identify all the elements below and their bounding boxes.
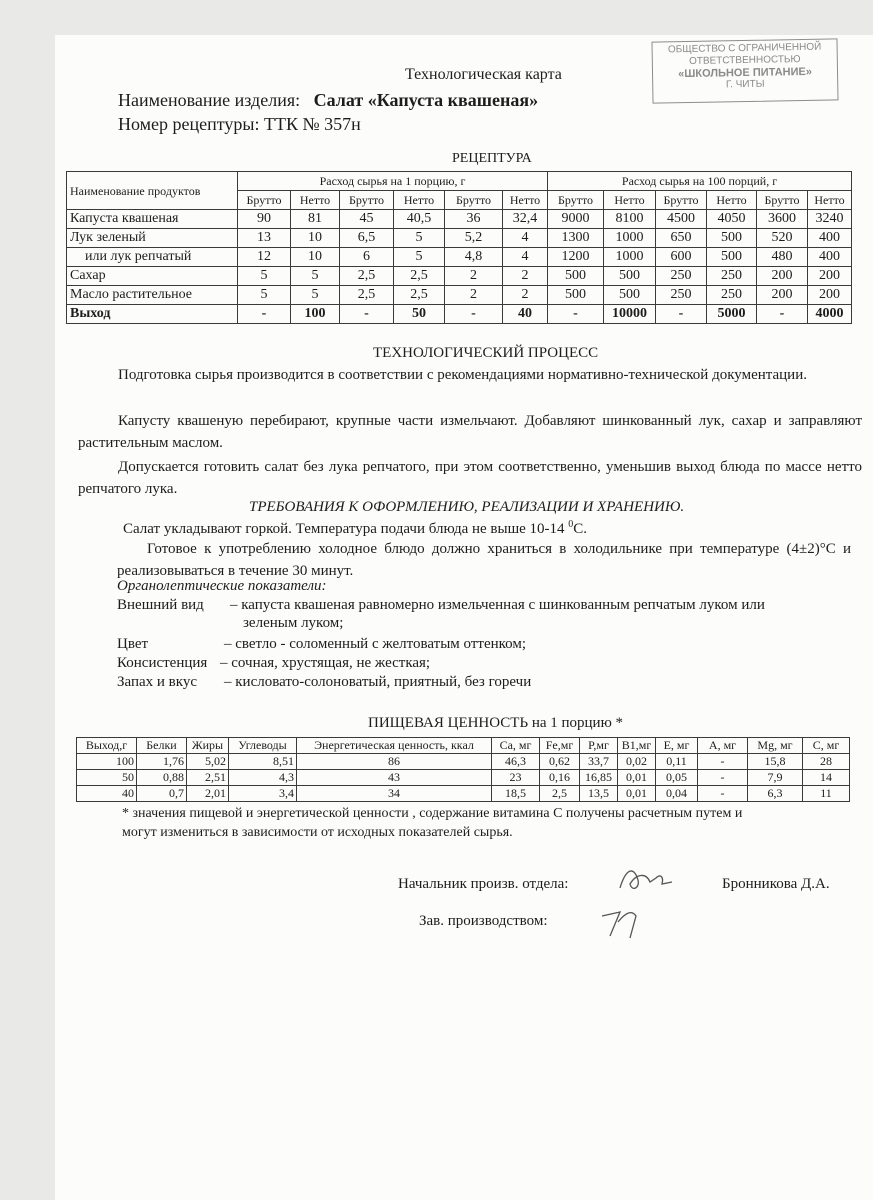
nutrition-value-cell: 0,62	[540, 754, 580, 770]
value-cell: 400	[808, 248, 852, 267]
nutrition-header-cell: Энергетическая ценность, ккал	[297, 738, 492, 754]
value-cell: 250	[656, 267, 707, 286]
serving-paragraph: Салат укладывают горкой. Температура подачи блюда не выше 10-14 $^0$С.	[123, 519, 588, 537]
nutrition-value-cell: -	[698, 770, 748, 786]
recipe-section-title: РЕЦЕПТУРА	[452, 151, 532, 166]
value-cell: 250	[707, 267, 757, 286]
manager-signature	[596, 902, 646, 942]
product-name: Салат «Капуста квашеная»	[313, 90, 539, 110]
organoleptic-smell-taste: Запах и вкус – кисловато-солоноватый, приятный, без горечи	[117, 674, 532, 690]
value-cell: 8100	[604, 210, 656, 229]
value-cell: 32,4	[503, 210, 548, 229]
nutrition-value-cell: 18,5	[492, 786, 540, 802]
table-row	[67, 286, 852, 305]
product-name-cell: Лук зеленый	[67, 229, 238, 248]
nutrition-value-cell: 11	[803, 786, 850, 802]
nutrition-value-cell: 23	[492, 770, 540, 786]
nutrition-table	[76, 737, 850, 802]
column-header-brutto: Брутто	[548, 191, 604, 210]
value-cell: 5	[394, 229, 445, 248]
value-cell: 40,5	[394, 210, 445, 229]
process-title: ТЕХНОЛОГИЧЕСКИЙ ПРОЦЕСС	[373, 345, 599, 361]
value-cell: 5,2	[445, 229, 503, 248]
recipe-number: Номер рецептуры: ТТК № 357н	[118, 114, 361, 134]
nutrition-value-cell: 7,9	[748, 770, 803, 786]
value-cell: 1000	[604, 248, 656, 267]
nutrition-value-cell: -	[698, 754, 748, 770]
footnote-line-2: могут измениться в зависимости от исходных показателей сырья.	[122, 825, 513, 840]
table-row	[67, 229, 852, 248]
value-cell: 2	[445, 286, 503, 305]
value-cell: -	[445, 305, 503, 324]
value-cell: -	[548, 305, 604, 324]
value-cell: 3600	[757, 210, 808, 229]
nutrition-value-cell: 0,05	[656, 770, 698, 786]
process-paragraph-3: Допускается готовить салат без лука репчатого, при этом соответственно, уменьшив выход блюда по массе нетто репчатого лука.	[78, 459, 862, 497]
column-header-netto: Нетто	[707, 191, 757, 210]
value-cell: 250	[707, 286, 757, 305]
value-cell: 200	[757, 286, 808, 305]
value-cell: 36	[445, 210, 503, 229]
nutrition-header-cell: Mg, мг	[748, 738, 803, 754]
value-cell: 4	[503, 248, 548, 267]
per-portion-header: Расход сырья на 1 порцию, г	[238, 172, 548, 191]
table-row	[67, 305, 852, 324]
nutrition-value-cell: 15,8	[748, 754, 803, 770]
table-row	[67, 210, 852, 229]
value-cell: 4,8	[445, 248, 503, 267]
value-cell: 100	[291, 305, 340, 324]
nutrition-value-cell: 13,5	[580, 786, 618, 802]
nutrition-value-cell: 0,11	[656, 754, 698, 770]
value-cell: 1300	[548, 229, 604, 248]
value-cell: 5	[394, 248, 445, 267]
nutrition-value-cell: 28	[803, 754, 850, 770]
nutrition-header-cell: Fe,мг	[540, 738, 580, 754]
nutrition-header-cell: P,мг	[580, 738, 618, 754]
nutrition-value-cell: 40	[77, 786, 137, 802]
table-row	[67, 248, 852, 267]
value-cell: 45	[340, 210, 394, 229]
value-cell: 2,5	[340, 267, 394, 286]
value-cell: 12	[238, 248, 291, 267]
value-cell: 2	[503, 267, 548, 286]
product-name-cell: Капуста квашеная	[67, 210, 238, 229]
column-header-netto: Нетто	[808, 191, 852, 210]
nutrition-value-cell: 2,51	[187, 770, 229, 786]
head-name: Бронникова Д.А.	[722, 876, 830, 892]
head-label: Начальник произв. отдела:	[398, 876, 569, 892]
value-cell: 9000	[548, 210, 604, 229]
value-cell: 5	[291, 267, 340, 286]
value-cell: 200	[808, 267, 852, 286]
value-cell: 40	[503, 305, 548, 324]
nutrition-value-cell: -	[698, 786, 748, 802]
value-cell: 5	[238, 286, 291, 305]
value-cell: 2,5	[394, 267, 445, 286]
value-cell: 4050	[707, 210, 757, 229]
value-cell: 2	[445, 267, 503, 286]
value-cell: 200	[808, 286, 852, 305]
value-cell: 13	[238, 229, 291, 248]
column-header-brutto: Брутто	[340, 191, 394, 210]
nutrition-title: ПИЩЕВАЯ ЦЕННОСТЬ на 1 порцию *	[368, 715, 624, 731]
value-cell: -	[238, 305, 291, 324]
value-cell: 50	[394, 305, 445, 324]
manager-label: Зав. производством:	[419, 913, 548, 929]
value-cell: 500	[548, 286, 604, 305]
nutrition-value-cell: 0,01	[618, 770, 656, 786]
value-cell: 500	[548, 267, 604, 286]
value-cell: -	[757, 305, 808, 324]
product-name-header: Наименование продуктов	[67, 172, 238, 210]
nutrition-value-cell: 50	[77, 770, 137, 786]
value-cell: 200	[757, 267, 808, 286]
nutrition-value-cell: 14	[803, 770, 850, 786]
nutrition-value-cell: 3,4	[229, 786, 297, 802]
nutrition-value-cell: 0,01	[618, 786, 656, 802]
column-header-brutto: Брутто	[757, 191, 808, 210]
value-cell: 480	[757, 248, 808, 267]
process-paragraph-2: Капусту квашеную перебирают, крупные части измельчают. Добавляют шинкованный лук, сахар и заправляют растительным маслом.	[78, 413, 862, 451]
value-cell: 500	[604, 267, 656, 286]
organoleptic-appearance: Внешний вид – капуста квашеная равномерно измельченная с шинкованным репчатым луком или	[117, 597, 765, 613]
table-row	[77, 786, 850, 802]
value-cell: 10000	[604, 305, 656, 324]
value-cell: 81	[291, 210, 340, 229]
value-cell: 4	[503, 229, 548, 248]
nutrition-header-cell: C, мг	[803, 738, 850, 754]
value-cell: 4500	[656, 210, 707, 229]
nutrition-value-cell: 2,5	[540, 786, 580, 802]
value-cell: 5	[238, 267, 291, 286]
nutrition-value-cell: 43	[297, 770, 492, 786]
nutrition-value-cell: 0,02	[618, 754, 656, 770]
value-cell: 5000	[707, 305, 757, 324]
value-cell: 1200	[548, 248, 604, 267]
value-cell: 3240	[808, 210, 852, 229]
value-cell: 1000	[604, 229, 656, 248]
product-name-cell: Масло растительное	[67, 286, 238, 305]
table-row	[77, 754, 850, 770]
nutrition-value-cell: 0,88	[137, 770, 187, 786]
column-header-netto: Нетто	[394, 191, 445, 210]
nutrition-header-cell: B1,мг	[618, 738, 656, 754]
value-cell: 2,5	[394, 286, 445, 305]
nutrition-value-cell: 0,7	[137, 786, 187, 802]
value-cell: 10	[291, 229, 340, 248]
product-name-cell: Сахар	[67, 267, 238, 286]
column-header-netto: Нетто	[604, 191, 656, 210]
value-cell: 400	[808, 229, 852, 248]
value-cell: 500	[707, 248, 757, 267]
product-label: Наименование изделия:	[118, 90, 301, 110]
organoleptic-title: Органолептические показатели:	[117, 578, 327, 594]
value-cell: 520	[757, 229, 808, 248]
nutrition-value-cell: 6,3	[748, 786, 803, 802]
column-header-netto: Нетто	[503, 191, 548, 210]
nutrition-value-cell: 2,01	[187, 786, 229, 802]
value-cell: 500	[707, 229, 757, 248]
nutrition-header-cell: Белки	[137, 738, 187, 754]
value-cell: -	[340, 305, 394, 324]
product-name-cell: Выход	[67, 305, 238, 324]
nutrition-value-cell: 33,7	[580, 754, 618, 770]
value-cell: 10	[291, 248, 340, 267]
footnote-line-1: * значения пищевой и энергетической ценности , содержание витамина С получены расчетным путем и	[122, 806, 743, 821]
column-header-brutto: Брутто	[656, 191, 707, 210]
column-header-netto: Нетто	[291, 191, 340, 210]
table-row	[77, 770, 850, 786]
value-cell: 2,5	[340, 286, 394, 305]
nutrition-header-cell: A, мг	[698, 738, 748, 754]
product-line	[118, 90, 538, 111]
recipe-table	[66, 171, 852, 324]
nutrition-header-cell: Углеводы	[229, 738, 297, 754]
document-title: Технологическая карта	[405, 66, 562, 83]
organoleptic-color: Цвет – светло - соломенный с желтоватым оттенком;	[117, 636, 527, 652]
column-header-brutto: Брутто	[238, 191, 291, 210]
value-cell: 5	[291, 286, 340, 305]
nutrition-value-cell: 86	[297, 754, 492, 770]
column-header-brutto: Брутто	[445, 191, 503, 210]
value-cell: 6,5	[340, 229, 394, 248]
nutrition-header-cell: Ca, мг	[492, 738, 540, 754]
nutrition-value-cell: 34	[297, 786, 492, 802]
nutrition-value-cell: 8,51	[229, 754, 297, 770]
requirements-title: ТРЕБОВАНИЯ К ОФОРМЛЕНИЮ, РЕАЛИЗАЦИИ И ХРАНЕНИЮ.	[249, 499, 685, 515]
nutrition-header-cell: Выход,г	[77, 738, 137, 754]
value-cell: 2	[503, 286, 548, 305]
nutrition-value-cell: 4,3	[229, 770, 297, 786]
nutrition-value-cell: 1,76	[137, 754, 187, 770]
value-cell: 90	[238, 210, 291, 229]
head-signature	[612, 860, 682, 900]
nutrition-value-cell: 0,04	[656, 786, 698, 802]
value-cell: 650	[656, 229, 707, 248]
value-cell: 4000	[808, 305, 852, 324]
value-cell: 600	[656, 248, 707, 267]
company-stamp: ОБЩЕСТВО С ОГРАНИЧЕННОЙ ОТВЕТСТВЕННОСТЬЮ «ШКОЛЬНОЕ ПИТАНИЕ» Г. ЧИТЫ	[651, 38, 838, 103]
storage-paragraph: Готовое к употреблению холодное блюдо должно храниться в холодильнике при температуре (4±2)°С и реализовываться в течение 30 минут.	[117, 541, 851, 579]
nutrition-value-cell: 46,3	[492, 754, 540, 770]
process-paragraph-1: Подготовка сырья производится в соответствии с рекомендациями нормативно-технической документации.	[118, 367, 807, 383]
nutrition-value-cell: 16,85	[580, 770, 618, 786]
table-row	[67, 267, 852, 286]
value-cell: 6	[340, 248, 394, 267]
value-cell: -	[656, 305, 707, 324]
nutrition-value-cell: 100	[77, 754, 137, 770]
nutrition-value-cell: 5,02	[187, 754, 229, 770]
value-cell: 250	[656, 286, 707, 305]
product-name-cell: или лук репчатый	[67, 248, 238, 267]
organoleptic-appearance-cont: зеленым луком;	[243, 615, 344, 631]
per-100-portions-header: Расход сырья на 100 порций, г	[548, 172, 852, 191]
nutrition-value-cell: 0,16	[540, 770, 580, 786]
value-cell: 500	[604, 286, 656, 305]
nutrition-header-cell: Жиры	[187, 738, 229, 754]
organoleptic-consistency: Консистенция – сочная, хрустящая, не жесткая;	[117, 655, 431, 671]
nutrition-header-cell: E, мг	[656, 738, 698, 754]
